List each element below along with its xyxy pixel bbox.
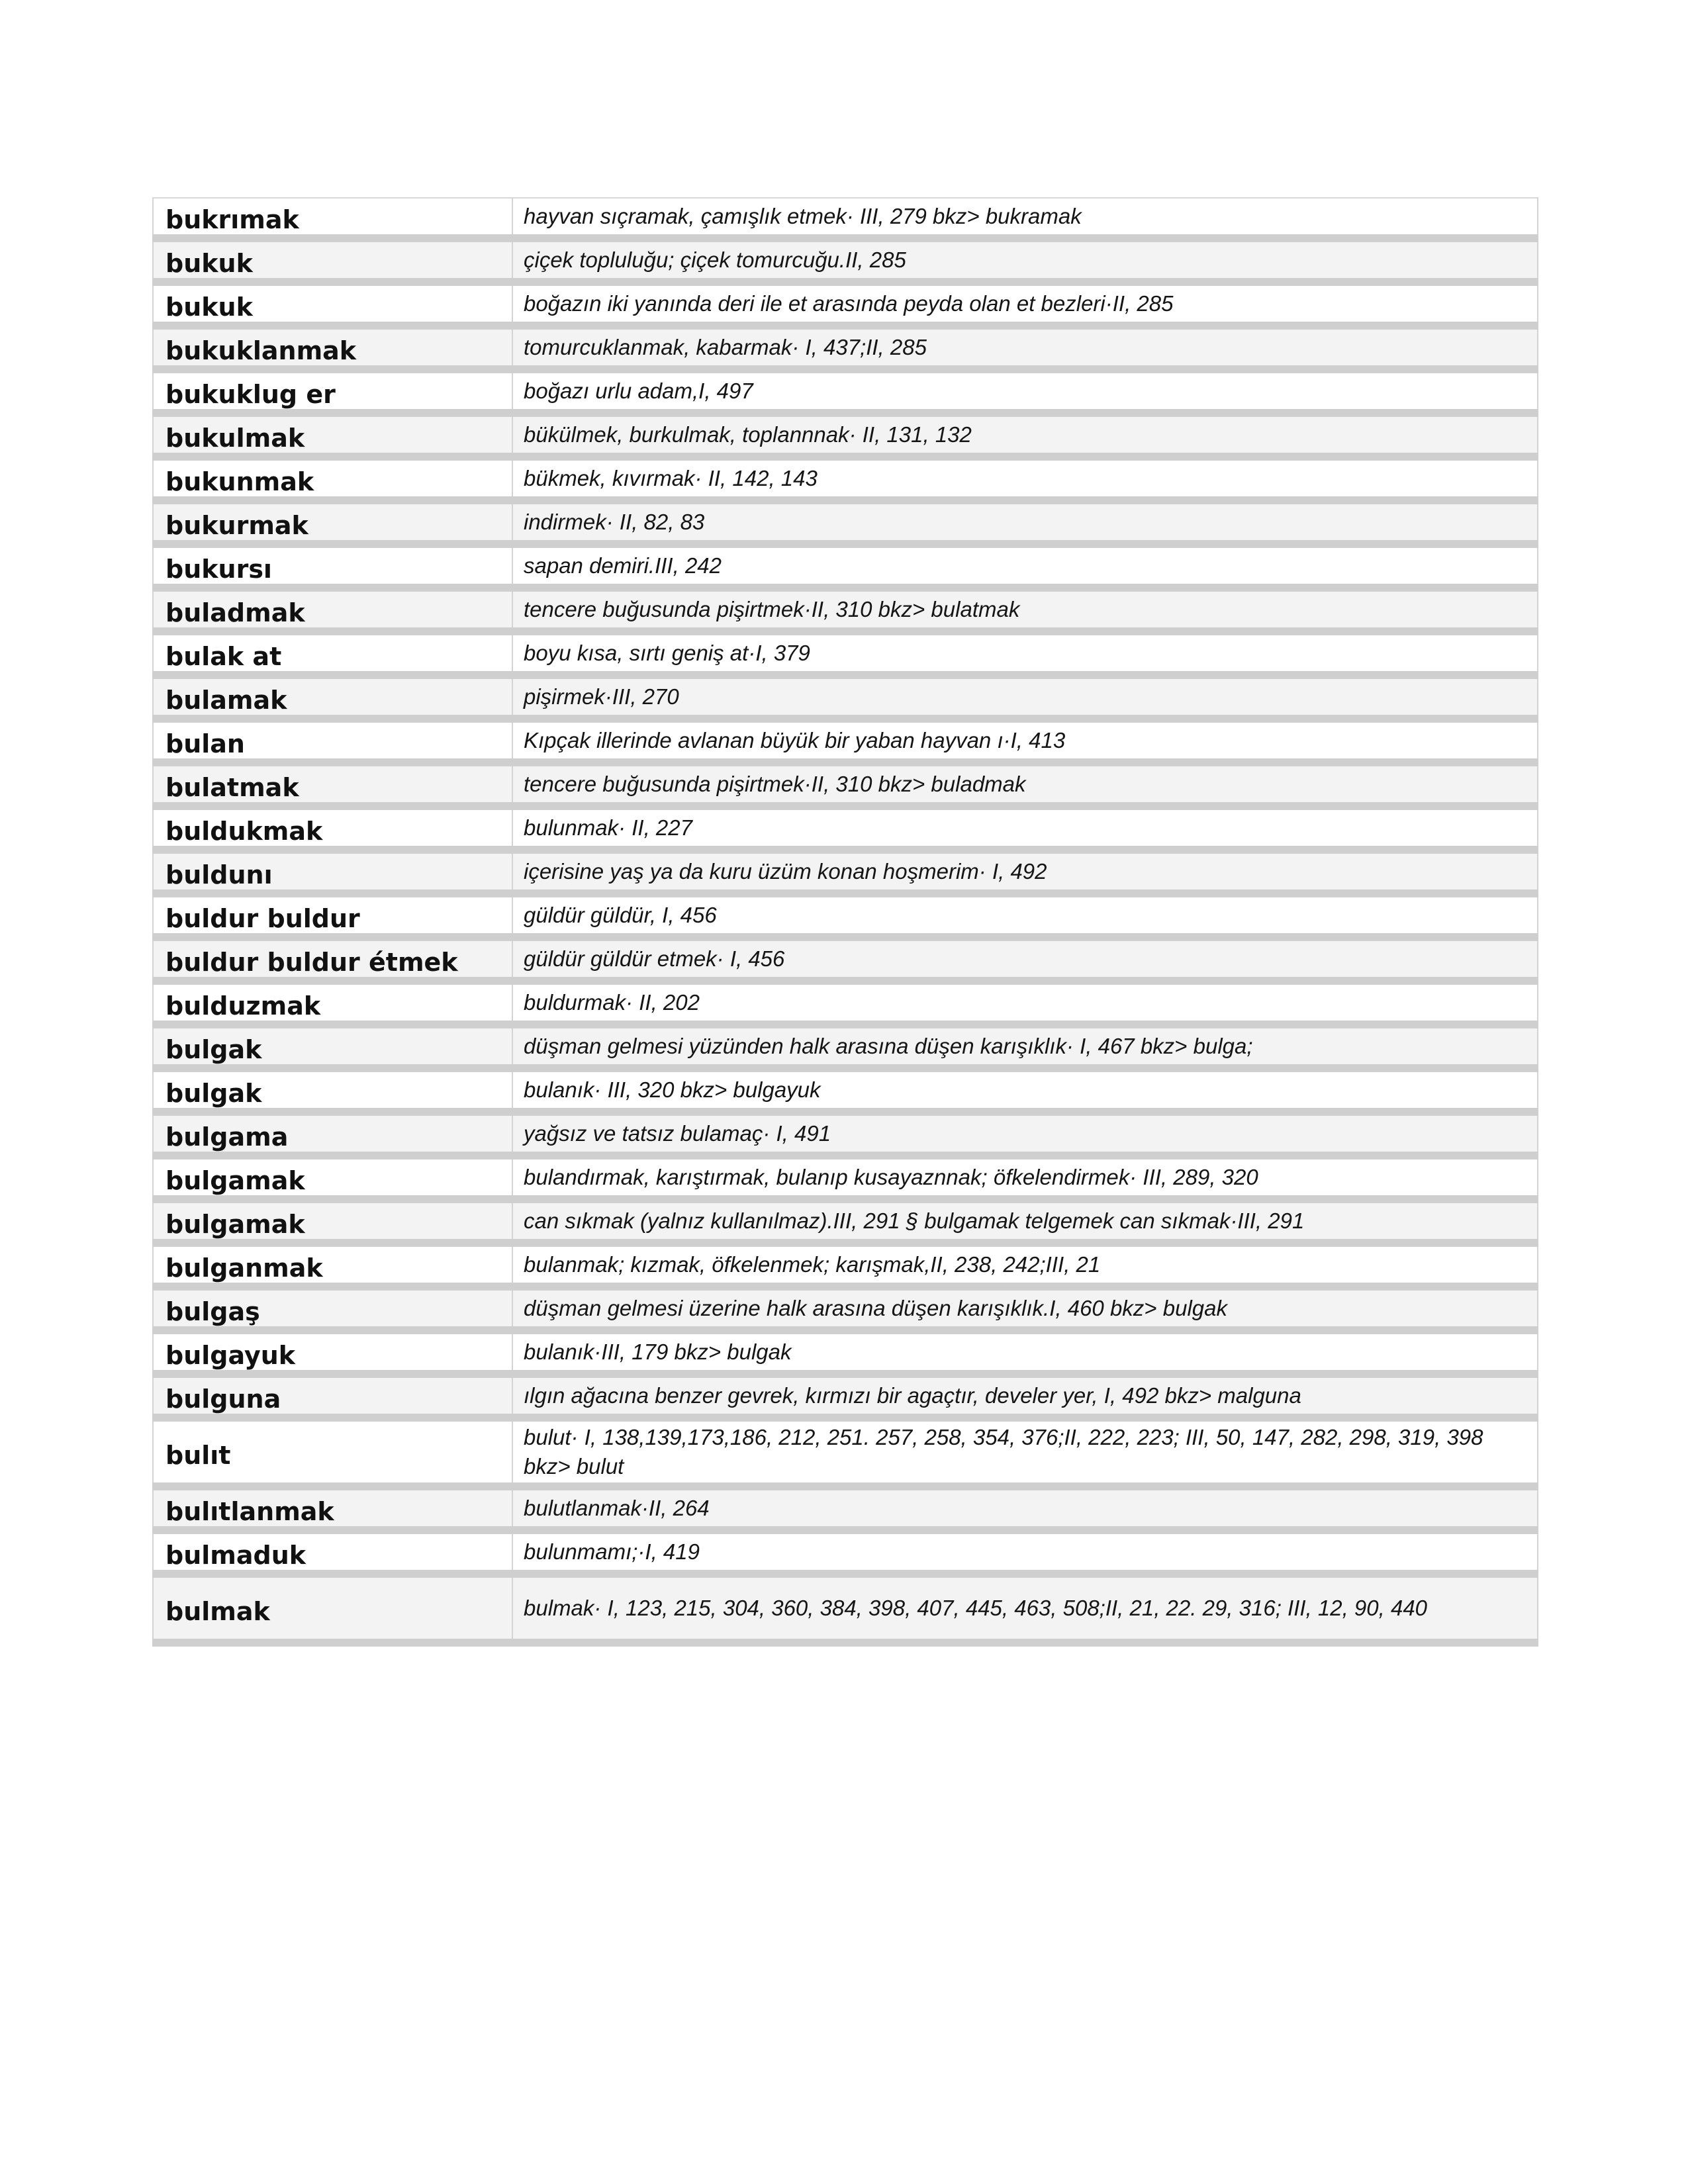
entry-definition: bulandırmak, karıştırmak, bulanıp kusayaznnak; öfkelendirmek· III, 289, 320 bbox=[512, 1156, 1538, 1199]
table-row bbox=[153, 1243, 1538, 1287]
entry-term: bulduzmak bbox=[153, 981, 512, 1024]
table-row bbox=[153, 981, 1538, 1024]
entry-definition: boğazı urlu adam,I, 497 bbox=[512, 369, 1538, 413]
entry-definition: güldür güldür, I, 456 bbox=[512, 893, 1538, 937]
entry-definition: sapan demiri.III, 242 bbox=[512, 544, 1538, 588]
entry-definition: tencere buğusunda pişirtmek·II, 310 bkz> bulatmak bbox=[512, 588, 1538, 631]
entry-definition: can sıkmak (yalnız kullanılmaz).III, 291 § bulgamak telgemek can sıkmak·III, 291 bbox=[512, 1199, 1538, 1243]
entry-term: bulgaş bbox=[153, 1287, 512, 1330]
entry-definition: buldurmak· II, 202 bbox=[512, 981, 1538, 1024]
entry-term: bukrımak bbox=[153, 198, 512, 238]
entry-term: bukulmak bbox=[153, 413, 512, 457]
table-row bbox=[153, 1374, 1538, 1418]
entry-definition: bulunmamı;·I, 419 bbox=[512, 1530, 1538, 1574]
entry-definition: bulunmak· II, 227 bbox=[512, 806, 1538, 850]
entry-term: bulan bbox=[153, 719, 512, 762]
entry-term: buldukmak bbox=[153, 806, 512, 850]
entry-term: bulgak bbox=[153, 1068, 512, 1112]
entry-term: bukuk bbox=[153, 282, 512, 326]
entry-term: bulgamak bbox=[153, 1156, 512, 1199]
table-row bbox=[153, 806, 1538, 850]
entry-term: bulatmak bbox=[153, 762, 512, 806]
entry-definition: bulanmak; kızmak, öfkelenmek; karışmak,II, 238, 242;III, 21 bbox=[512, 1243, 1538, 1287]
entry-term: bukuklug er bbox=[153, 369, 512, 413]
entry-term: bulıtlanmak bbox=[153, 1486, 512, 1530]
entry-term: bulganmak bbox=[153, 1243, 512, 1287]
entry-term: bulgayuk bbox=[153, 1330, 512, 1374]
entry-term: buldunı bbox=[153, 850, 512, 893]
table-row bbox=[153, 675, 1538, 719]
dictionary-body bbox=[153, 198, 1538, 1643]
entry-term: buldur buldur étmek bbox=[153, 937, 512, 981]
entry-definition: boyu kısa, sırtı geniş at·I, 379 bbox=[512, 631, 1538, 675]
table-row bbox=[153, 1418, 1538, 1486]
entry-term: buldur buldur bbox=[153, 893, 512, 937]
table-row bbox=[153, 544, 1538, 588]
table-row bbox=[153, 1530, 1538, 1574]
table-row bbox=[153, 326, 1538, 369]
entry-definition: boğazın iki yanında deri ile et arasında peyda olan et bezleri·II, 285 bbox=[512, 282, 1538, 326]
entry-term: bukuklanmak bbox=[153, 326, 512, 369]
table-row bbox=[153, 1330, 1538, 1374]
entry-term: bukursı bbox=[153, 544, 512, 588]
entry-definition: bulanık·III, 179 bkz> bulgak bbox=[512, 1330, 1538, 1374]
table-row bbox=[153, 500, 1538, 544]
dictionary-table bbox=[152, 197, 1538, 1647]
table-row bbox=[153, 369, 1538, 413]
table-row bbox=[153, 719, 1538, 762]
entry-term: bulıt bbox=[153, 1418, 512, 1486]
table-row bbox=[153, 1024, 1538, 1068]
entry-definition: bükmek, kıvırmak· II, 142, 143 bbox=[512, 457, 1538, 500]
table-row bbox=[153, 1112, 1538, 1156]
entry-definition: pişirmek·III, 270 bbox=[512, 675, 1538, 719]
table-row bbox=[153, 1156, 1538, 1199]
table-row bbox=[153, 1486, 1538, 1530]
entry-definition: çiçek topluluğu; çiçek tomurcuğu.II, 285 bbox=[512, 238, 1538, 282]
table-row bbox=[153, 762, 1538, 806]
entry-definition: indirmek· II, 82, 83 bbox=[512, 500, 1538, 544]
entry-definition: bükülmek, burkulmak, toplannnak· II, 131, 132 bbox=[512, 413, 1538, 457]
entry-term: bulguna bbox=[153, 1374, 512, 1418]
table-row bbox=[153, 937, 1538, 981]
entry-definition: bulanık· III, 320 bkz> bulgayuk bbox=[512, 1068, 1538, 1112]
entry-definition: hayvan sıçramak, çamışlık etmek· III, 279 bkz> bukramak bbox=[512, 198, 1538, 238]
entry-term: bukurmak bbox=[153, 500, 512, 544]
table-row bbox=[153, 1199, 1538, 1243]
table-row bbox=[153, 1574, 1538, 1643]
table-row bbox=[153, 893, 1538, 937]
table-row bbox=[153, 413, 1538, 457]
entry-definition: düşman gelmesi yüzünden halk arasına düşen karışıklık· I, 467 bkz> bulga; bbox=[512, 1024, 1538, 1068]
table-row bbox=[153, 457, 1538, 500]
table-row bbox=[153, 282, 1538, 326]
entry-term: bulamak bbox=[153, 675, 512, 719]
entry-term: bulmaduk bbox=[153, 1530, 512, 1574]
entry-definition: düşman gelmesi üzerine halk arasına düşen karışıklık.I, 460 bkz> bulgak bbox=[512, 1287, 1538, 1330]
entry-definition: Kıpçak illerinde avlanan büyük bir yaban hayvan ı·I, 413 bbox=[512, 719, 1538, 762]
table-row bbox=[153, 588, 1538, 631]
entry-definition: bulmak· I, 123, 215, 304, 360, 384, 398, 407, 445, 463, 508;II, 21, 22. 29, 316; III, 12, 90, 440 bbox=[512, 1574, 1538, 1643]
entry-term: bulgak bbox=[153, 1024, 512, 1068]
table-row bbox=[153, 1068, 1538, 1112]
table-row bbox=[153, 198, 1538, 238]
entry-term: bulak at bbox=[153, 631, 512, 675]
entry-definition: bulut· I, 138,139,173,186, 212, 251. 257, 258, 354, 376;II, 222, 223; III, 50, 147, 282, 298, 319, 398 bkz> bulut bbox=[512, 1418, 1538, 1486]
table-row bbox=[153, 238, 1538, 282]
entry-term: bulmak bbox=[153, 1574, 512, 1643]
entry-term: bukuk bbox=[153, 238, 512, 282]
entry-term: bulgama bbox=[153, 1112, 512, 1156]
entry-definition: yağsız ve tatsız bulamaç· I, 491 bbox=[512, 1112, 1538, 1156]
table-row bbox=[153, 1287, 1538, 1330]
entry-term: buladmak bbox=[153, 588, 512, 631]
entry-term: bukunmak bbox=[153, 457, 512, 500]
entry-definition: bulutlanmak·II, 264 bbox=[512, 1486, 1538, 1530]
table-row bbox=[153, 631, 1538, 675]
entry-definition: tencere buğusunda pişirtmek·II, 310 bkz> buladmak bbox=[512, 762, 1538, 806]
entry-definition: güldür güldür etmek· I, 456 bbox=[512, 937, 1538, 981]
table-row bbox=[153, 850, 1538, 893]
entry-definition: içerisine yaş ya da kuru üzüm konan hoşmerim· I, 492 bbox=[512, 850, 1538, 893]
entry-term: bulgamak bbox=[153, 1199, 512, 1243]
entry-definition: tomurcuklanmak, kabarmak· I, 437;II, 285 bbox=[512, 326, 1538, 369]
entry-definition: ılgın ağacına benzer gevrek, kırmızı bir agaçtır, develer yer, I, 492 bkz> malguna bbox=[512, 1374, 1538, 1418]
